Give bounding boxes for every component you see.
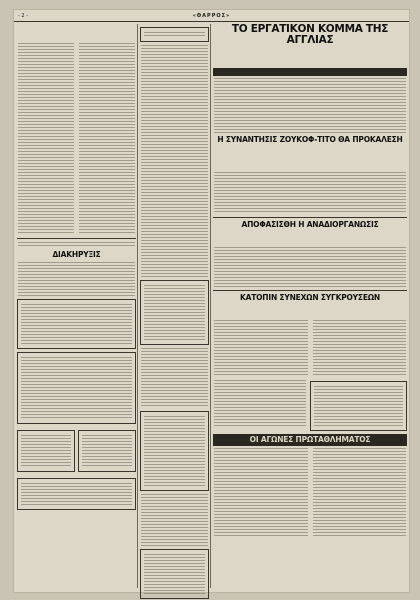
newspaper-name: «ΘΑΡΡΟΣ» <box>192 13 231 19</box>
advertisement <box>17 299 136 349</box>
main-headline: ΤΟ ΕΡΓΑΤΙΚΟΝ ΚΟΜΜΑ ΤΗΣ ΑΓΓΛΙΑΣ <box>231 23 389 47</box>
headline-tito-meeting: Η ΣΥΝΑΝΤΗΣΙΣ ΖΟΥΚΟΦ-ΤΙΤΟ ΘΑ ΠΡΟΚΑΛΕΣΗ <box>217 135 403 145</box>
text-block <box>82 435 132 467</box>
masthead <box>14 10 409 22</box>
column-rule <box>210 24 211 588</box>
text-block <box>21 304 132 344</box>
text-block <box>214 247 406 287</box>
advertisement <box>17 478 136 510</box>
text-block <box>314 386 404 426</box>
headline-continuation-unreadable <box>213 229 407 245</box>
text-block <box>144 416 205 486</box>
column-right <box>213 24 407 588</box>
text-block <box>21 357 132 419</box>
column-middle <box>140 24 209 588</box>
headline-clashes: ΚΑΤΟΠΙΝ ΣΥΝΕΧΩΝ ΣΥΓΚΡΟΥΣΕΩΝ <box>239 292 380 302</box>
text-block <box>79 43 135 233</box>
article-body <box>17 41 136 235</box>
text-block <box>18 43 74 233</box>
text-block <box>21 435 71 467</box>
headline-reorganisation: ΑΠΟΦΑΣΙΣΘΗ Η ΑΝΑΔΙΟΡΓΑΝΩΣΙΣ <box>241 219 379 229</box>
text-block <box>214 78 406 134</box>
text-block <box>144 285 205 340</box>
divider <box>17 238 136 239</box>
main-headline-continuation-unreadable <box>213 46 407 68</box>
text-block <box>313 448 407 536</box>
text-block <box>144 554 205 594</box>
text-block <box>144 32 205 37</box>
text-block <box>21 483 132 505</box>
page-number: - 2 - <box>18 13 28 19</box>
article-headline-unreadable <box>17 24 136 41</box>
headline-continuation-unreadable <box>213 302 407 318</box>
text-block <box>214 172 406 214</box>
headline-subbar-unreadable <box>213 68 407 76</box>
article-row <box>213 378 407 434</box>
divider <box>213 217 407 218</box>
text-block <box>141 494 208 546</box>
article-body <box>213 446 407 538</box>
advertisement <box>17 352 136 424</box>
column-left <box>17 24 136 588</box>
announcements-heading: ΔΙΑΚΗΡΥΞΙΣ <box>52 250 101 259</box>
text-block <box>214 448 308 536</box>
advertisement <box>78 430 136 472</box>
text-block <box>214 380 306 428</box>
divider <box>213 290 407 291</box>
notice-box <box>140 549 209 599</box>
notice-box <box>140 280 209 345</box>
article-body <box>213 318 407 378</box>
headline-championship: ΟΙ ΑΓΩΝΕΣ ΠΡΩΤΑΘΛΗΜΑΤΟΣ <box>213 434 407 446</box>
text-block <box>141 45 208 277</box>
text-block <box>141 348 208 408</box>
column-rule <box>137 24 138 588</box>
column-header-box <box>140 27 209 42</box>
notice-box <box>140 411 209 491</box>
headline-continuation-unreadable <box>213 144 407 170</box>
text-block <box>18 262 135 296</box>
advertisement <box>17 430 75 472</box>
advertisement-row <box>17 427 136 475</box>
news-box <box>310 381 408 431</box>
newspaper-page <box>13 9 410 593</box>
text-block <box>18 242 135 248</box>
text-block <box>313 320 407 376</box>
text-block <box>214 320 308 376</box>
